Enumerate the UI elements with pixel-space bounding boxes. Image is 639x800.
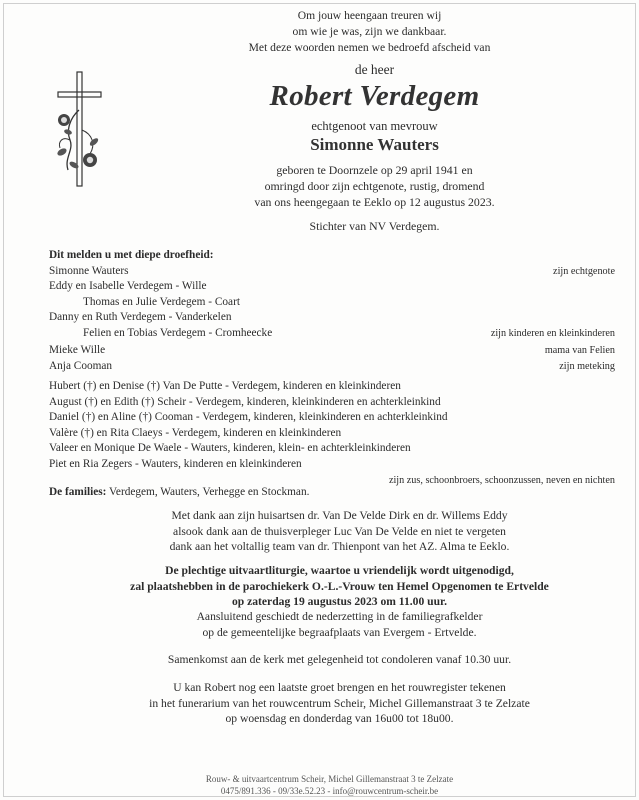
family-member: Mieke Wille: [49, 344, 106, 356]
thanks-paragraph: [44, 508, 635, 555]
intro-line: Met deze woorden nemen we bedroefd afscheid van: [248, 41, 491, 54]
list-item: [49, 248, 615, 264]
families-label: De families:: [49, 486, 107, 498]
list-item: [49, 410, 615, 426]
family-member: Anja Cooman: [49, 359, 113, 372]
list-item: [49, 295, 615, 311]
bio-line: geboren te Doornzele op 29 april 1941 en: [276, 163, 473, 177]
relation: mama van Felien: [544, 345, 615, 356]
title-prefix: de heer: [354, 62, 395, 77]
family-member: August (†) en Edith (†) Scheir - Verdegem, kinderen, kleinkinderen en achterkleinkind: [49, 395, 441, 408]
farewell-paragraph: [44, 680, 635, 727]
burial-line: Aansluitend geschiedt de nederzetting in de familiegrafkelder: [196, 610, 483, 623]
relation: zijn meteking: [559, 360, 615, 372]
family-member: Valère (†) en Rita Claeys - Verdegem, kinderen en kleinkinderen: [49, 426, 342, 439]
farewell-line: op woensdag en donderdag van 16u00 tot 18u00.: [225, 712, 454, 725]
service-line: De plechtige uitvaartliturgie, waartoe u vriendelijk wordt uitgenodigd,: [165, 564, 514, 577]
intro-verse: [104, 8, 635, 56]
spouse-name: Simonne Wauters: [310, 135, 439, 154]
intro-line: Om jouw heengaan treuren wij: [297, 9, 442, 22]
announcement-list-3: [49, 379, 615, 488]
announcement-list: [49, 248, 615, 342]
thanks-line: alsook dank aan de thuisverpleger Luc Van De Velde en niet te vergeten: [173, 524, 506, 538]
list-item: [49, 359, 615, 375]
announce-heading: Dit melden u met diepe droefheid:: [49, 249, 214, 261]
founder-line: Stichter van NV Verdegem.: [309, 219, 440, 233]
families-line: [49, 486, 309, 498]
list-item: [49, 343, 615, 359]
service-paragraph: [44, 563, 635, 610]
footer-line: 0475/891.336 - 09/33e.52.23 - info@rouwcentrum-scheir.be: [220, 786, 439, 796]
service-line: op zaterdag 19 augustus 2023 om 11.00 uur.: [231, 595, 448, 608]
spouse-label: echtgenoot van mevrouw: [311, 119, 438, 133]
list-item: [49, 395, 615, 411]
footer: [24, 773, 635, 797]
list-item: [49, 310, 615, 326]
family-member: Eddy en Isabelle Verdegem - Wille: [49, 280, 207, 293]
gathering-line: Samenkomst aan de kerk met gelegenheid tot condoleren vanaf 10.30 uur.: [167, 653, 512, 666]
list-item: [49, 457, 615, 473]
list-item: [49, 279, 615, 295]
relation: zijn echtgenote: [553, 265, 615, 277]
families-text: Verdegem, Wauters, Verhegge en Stockman.: [106, 486, 310, 498]
burial-line: op de gemeentelijke begraafplaats van Evergem - Ertvelde.: [202, 625, 477, 639]
deceased-name: Robert Verdegem: [269, 80, 480, 112]
burial-paragraph: [44, 609, 635, 640]
list-item: [49, 441, 615, 457]
biography: [114, 162, 635, 210]
farewell-line: in het funerarium van het rouwcentrum Scheir, Michel Gillemanstraat 3 te Zelzate: [149, 696, 530, 710]
obituary-card: [3, 3, 636, 797]
intro-line: om wie je was, zijn we dankbaar.: [292, 25, 447, 38]
family-member: Hubert (†) en Denise (†) Van De Putte - Verdegem, kinderen en kleinkinderen: [49, 380, 401, 392]
family-member: Thomas en Julie Verdegem - Coart: [83, 295, 240, 308]
family-member: Daniel (†) en Aline (†) Cooman - Verdegem, kinderen, kleinkinderen en achterkleinkind: [49, 411, 448, 424]
list-item: [49, 326, 615, 342]
relation: zijn zus, schoonbroers, schoonzussen, neven en nichten: [388, 474, 615, 486]
list-item: [49, 379, 615, 395]
family-member: Simonne Wauters: [49, 264, 129, 277]
list-item: [49, 264, 615, 280]
bio-line: omringd door zijn echtgenote, rustig, dromend: [264, 179, 485, 193]
thanks-line: dank aan het voltallig team van dr. Thienpont van het AZ. Alma te Eeklo.: [169, 540, 510, 553]
thanks-line: Met dank aan zijn huisartsen dr. Van De Velde Dirk en dr. Willems Eddy: [171, 509, 508, 522]
footer-line: Rouw- & uitvaartcentrum Scheir, Michel Gillemanstraat 3 te Zelzate: [205, 774, 454, 784]
list-item: [49, 426, 615, 442]
family-member: Piet en Ria Zegers - Wauters, kinderen en kleinkinderen: [49, 457, 302, 470]
service-line: zal plaatshebben in de parochiekerk O.-L.-Vrouw ten Hemel Opgenomen te Ertvelde: [130, 579, 549, 593]
relation: zijn kinderen en kleinkinderen: [490, 327, 615, 339]
announcement-list-2: [49, 343, 615, 374]
family-member: Danny en Ruth Verdegem - Vanderkelen: [49, 311, 232, 324]
cross-with-rose-icon: [52, 70, 108, 190]
family-member: Valeer en Monique De Waele - Wauters, kinderen, klein- en achterkleinkinderen: [49, 442, 411, 455]
bio-line: van ons heengegaan te Eeklo op 12 augustus 2023.: [254, 195, 495, 209]
farewell-line: U kan Robert nog een laatste groet brengen en het rouwregister tekenen: [173, 681, 506, 694]
family-member: Felien en Tobias Verdegem - Cromheecke: [83, 326, 273, 339]
